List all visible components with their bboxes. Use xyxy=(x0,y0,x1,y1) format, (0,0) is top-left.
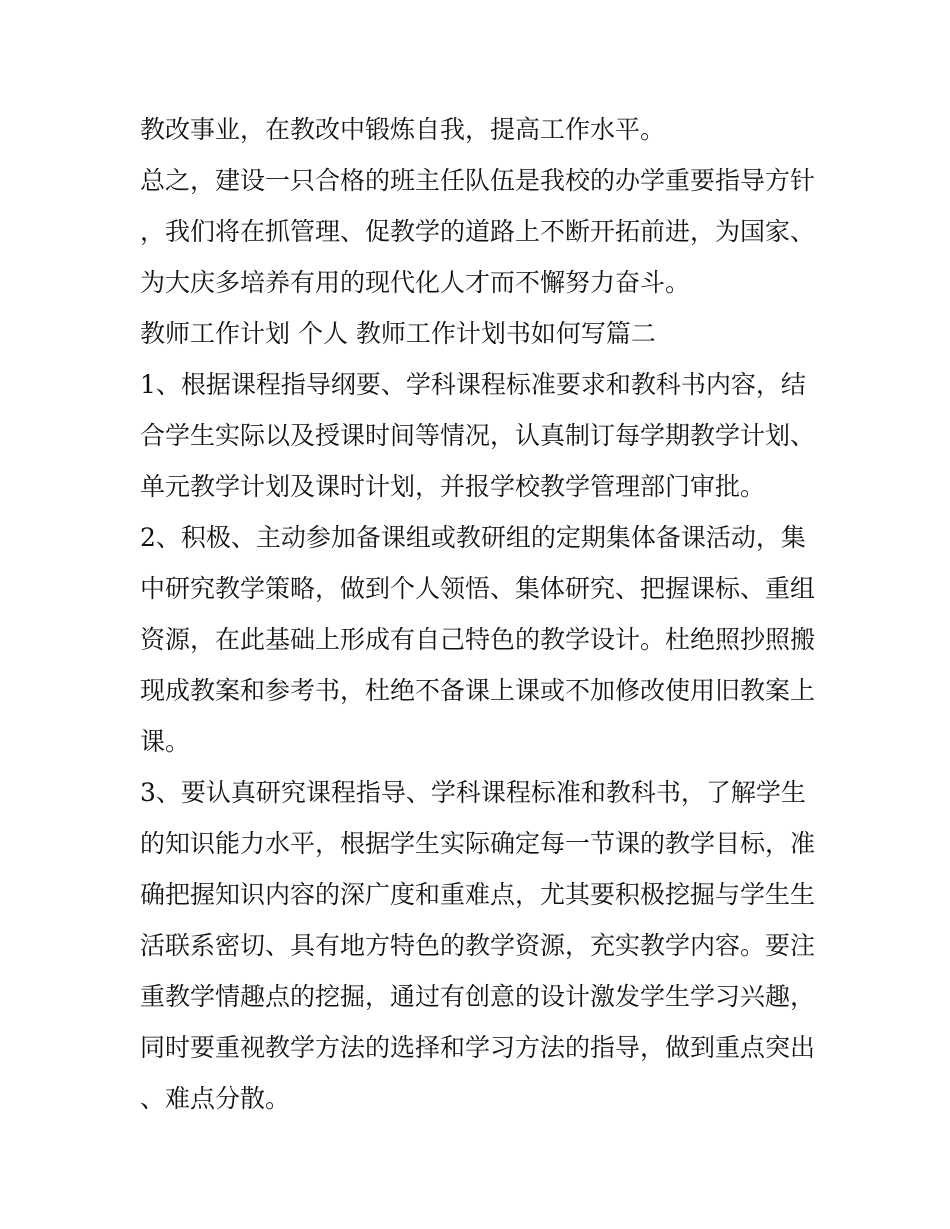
list-item-1: 1、根据课程指导纲要、学科课程标准要求和教科书内容，结合学生实际以及授课时间等情况，认真制订每学期教学计划、单元教学计划及课时计划，并报学校教学管理部门审批。 xyxy=(140,370,816,501)
section-heading: 教师工作计划 个人 教师工作计划书如何写篇二 xyxy=(140,319,656,348)
list-item-3: 3、要认真研究课程指导、学科课程标准和教科书，了解学生的知识能力水平，根据学生实际确定每一节课的教学目标，准确把握知识内容的深广度和重难点，尤其要积极挖掘与学生生活联系密切、具有地方特色的教学资源，充实教学内容。要注重教学情趣点的挖掘，通过有创意的设计激发学生学习兴趣，同时要重视教学方法的选择和学习方法的指导，做到重点突出、难点分散。 xyxy=(140,778,816,1113)
list-item-2: 2、积极、主动参加备课组或教研组的定期集体备课活动，集中研究教学策略，做到个人领悟、集体研究、把握课标、重组资源，在此基础上形成有自己特色的教学设计。杜绝照抄照搬现成教案和参考书，杜绝不备课上课或不加修改使用旧教案上课。 xyxy=(140,523,816,756)
document-body xyxy=(140,104,820,1124)
paragraph-continuation: 教改事业，在教改中锻炼自我，提高工作水平。 xyxy=(140,115,666,144)
paragraph-summary: 总之，建设一只合格的班主任队伍是我校的办学重要指导方针，我们将在抓管理、促教学的道路上不断开拓前进，为国家、为大庆多培养有用的现代化人才而不懈努力奋斗。 xyxy=(140,166,816,297)
